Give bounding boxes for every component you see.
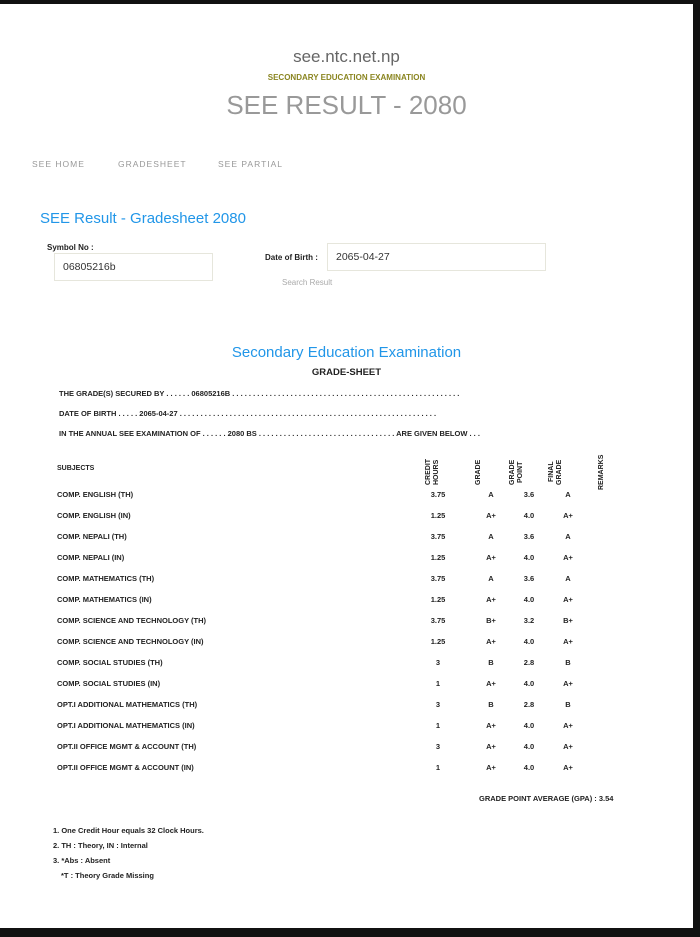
nav-see-partial[interactable]: SEE PARTIAL xyxy=(218,159,284,169)
cell-final-grade: A xyxy=(565,490,571,499)
note-1: 1. One Credit Hour equals 32 Clock Hours. xyxy=(53,826,204,835)
cell-grade-point: 3.6 xyxy=(523,490,535,499)
cell-grade-point: 4.0 xyxy=(523,763,535,772)
cell-subject: COMP. ENGLISH (IN) xyxy=(57,511,131,520)
cell-credit-hours: 3 xyxy=(435,742,441,751)
cell-subject: OPT.II OFFICE MGMT & ACCOUNT (TH) xyxy=(57,742,197,751)
cell-subject: COMP. MATHEMATICS (IN) xyxy=(57,595,152,604)
col-final-grade: FINAL GRADE xyxy=(548,459,563,485)
col-grade: GRADE xyxy=(475,459,482,485)
cell-final-grade: A+ xyxy=(563,637,573,646)
cell-final-grade: A+ xyxy=(563,742,573,751)
cell-grade-point: 4.0 xyxy=(523,679,535,688)
cell-grade-point: 2.8 xyxy=(523,700,535,709)
table-row xyxy=(57,616,617,628)
cell-grade-point: 3.2 xyxy=(523,616,535,625)
cell-final-grade: B+ xyxy=(563,616,573,625)
page xyxy=(0,4,693,928)
table-row xyxy=(57,511,617,523)
cell-subject: COMP. NEPALI (IN) xyxy=(57,553,125,562)
symbol-input[interactable]: 06805216b xyxy=(54,253,213,281)
cell-grade-point: 3.6 xyxy=(523,574,535,583)
cell-grade: A xyxy=(488,490,494,499)
dob-input[interactable]: 2065-04-27 xyxy=(327,243,546,271)
cell-credit-hours: 3.75 xyxy=(430,616,446,625)
cell-subject: OPT.I ADDITIONAL MATHEMATICS (IN) xyxy=(57,721,195,730)
site-subtitle: SECONDARY EDUCATION EXAMINATION xyxy=(267,73,426,82)
cell-grade: A+ xyxy=(486,763,496,772)
table-row xyxy=(57,490,617,502)
info-dob: DATE OF BIRTH . . . . . 2065-04-27 . . . . . . . . . . . . . . . . . . . . . . . . . . . . . . . . . . . . . . . . . . . . . . . . . . . . . . . . . . . . . . xyxy=(59,409,437,418)
cell-grade: A+ xyxy=(486,595,496,604)
sheet-subheading: GRADE-SHEET xyxy=(311,367,382,378)
table-row xyxy=(57,574,617,586)
cell-credit-hours: 1.25 xyxy=(430,553,446,562)
cell-credit-hours: 1 xyxy=(435,721,441,730)
cell-grade-point: 3.6 xyxy=(523,532,535,541)
cell-grade: A+ xyxy=(486,721,496,730)
table-row xyxy=(57,763,617,775)
cell-final-grade: A xyxy=(565,574,571,583)
gpa: GRADE POINT AVERAGE (GPA) : 3.54 xyxy=(479,794,614,803)
cell-credit-hours: 3.75 xyxy=(430,574,446,583)
cell-final-grade: A+ xyxy=(563,553,573,562)
cell-grade: A xyxy=(488,574,494,583)
cell-subject: COMP. ENGLISH (TH) xyxy=(57,490,134,499)
cell-final-grade: B xyxy=(565,700,571,709)
search-result-button[interactable]: Search Result xyxy=(282,278,333,287)
cell-grade-point: 4.0 xyxy=(523,511,535,520)
cell-grade: B xyxy=(488,700,494,709)
cell-grade: A xyxy=(488,532,494,541)
cell-subject: OPT.II OFFICE MGMT & ACCOUNT (IN) xyxy=(57,763,194,772)
cell-subject: OPT.I ADDITIONAL MATHEMATICS (TH) xyxy=(57,700,198,709)
cell-credit-hours: 1.25 xyxy=(430,511,446,520)
nav-gradesheet[interactable]: GRADESHEET xyxy=(118,159,187,169)
cell-subject: COMP. MATHEMATICS (TH) xyxy=(57,574,155,583)
nav-see-home[interactable]: SEE HOME xyxy=(32,159,85,169)
cell-grade-point: 4.0 xyxy=(523,595,535,604)
cell-subject: COMP. SOCIAL STUDIES (IN) xyxy=(57,679,161,688)
cell-subject: COMP. NEPALI (TH) xyxy=(57,532,127,541)
cell-credit-hours: 1.25 xyxy=(430,637,446,646)
cell-grade-point: 4.0 xyxy=(523,637,535,646)
table-row xyxy=(57,553,617,565)
cell-final-grade: B xyxy=(565,658,571,667)
info-secured-by: THE GRADE(S) SECURED BY . . . . . . 06805216B . . . . . . . . . . . . . . . . . . . . . . . . . . . . . . . . . . . . . . . . . . . . . . . . . . . . . . . xyxy=(59,389,460,398)
cell-final-grade: A+ xyxy=(563,511,573,520)
site-name: see.ntc.net.np xyxy=(293,47,400,66)
cell-grade-point: 2.8 xyxy=(523,658,535,667)
cell-grade: A+ xyxy=(486,511,496,520)
cell-grade-point: 4.0 xyxy=(523,553,535,562)
cell-grade: B xyxy=(488,658,494,667)
table-row xyxy=(57,679,617,691)
table-row xyxy=(57,658,617,670)
col-credit-hours: CREDIT HOURS xyxy=(425,458,440,486)
cell-subject: COMP. SCIENCE AND TECHNOLOGY (IN) xyxy=(57,637,204,646)
cell-final-grade: A+ xyxy=(563,721,573,730)
page-title: SEE RESULT - 2080 xyxy=(226,90,467,120)
cell-grade-point: 4.0 xyxy=(523,721,535,730)
cell-grade: A+ xyxy=(486,742,496,751)
cell-credit-hours: 1 xyxy=(435,763,441,772)
cell-credit-hours: 3.75 xyxy=(430,532,446,541)
cell-credit-hours: 1 xyxy=(435,679,441,688)
table-row xyxy=(57,742,617,754)
col-grade-point: GRADE POINT xyxy=(509,459,524,485)
table-row xyxy=(57,637,617,649)
table-row xyxy=(57,721,617,733)
table-row xyxy=(57,700,617,712)
note-4: *T : Theory Grade Missing xyxy=(61,871,154,880)
cell-grade-point: 4.0 xyxy=(523,742,535,751)
cell-credit-hours: 3 xyxy=(435,658,441,667)
table-row xyxy=(57,532,617,544)
sheet-heading: Secondary Education Examination xyxy=(231,344,462,361)
cell-credit-hours: 1.25 xyxy=(430,595,446,604)
form-heading: SEE Result - Gradesheet 2080 xyxy=(40,210,246,227)
cell-final-grade: A+ xyxy=(563,595,573,604)
cell-credit-hours: 3 xyxy=(435,700,441,709)
cell-grade: A+ xyxy=(486,679,496,688)
cell-grade: A+ xyxy=(486,553,496,562)
cell-grade: B+ xyxy=(486,616,496,625)
note-2: 2. TH : Theory, IN : Internal xyxy=(53,841,148,850)
cell-grade: A+ xyxy=(486,637,496,646)
col-remarks: REMARKS xyxy=(598,454,605,490)
table-row xyxy=(57,595,617,607)
note-3: 3. *Abs : Absent xyxy=(53,856,111,865)
col-subjects: SUBJECTS xyxy=(57,465,95,472)
cell-final-grade: A+ xyxy=(563,679,573,688)
dob-label: Date of Birth : xyxy=(265,253,318,262)
cell-final-grade: A xyxy=(565,532,571,541)
cell-subject: COMP. SCIENCE AND TECHNOLOGY (TH) xyxy=(57,616,207,625)
cell-final-grade: A+ xyxy=(563,763,573,772)
symbol-label: Symbol No : xyxy=(47,243,94,252)
cell-credit-hours: 3.75 xyxy=(430,490,446,499)
info-exam: IN THE ANNUAL SEE EXAMINATION OF . . . . . . 2080 BS . . . . . . . . . . . . . . . . . . . . . . . . . . . . . . . . . ARE GIVEN BELOW . . . xyxy=(59,429,480,438)
cell-subject: COMP. SOCIAL STUDIES (TH) xyxy=(57,658,163,667)
